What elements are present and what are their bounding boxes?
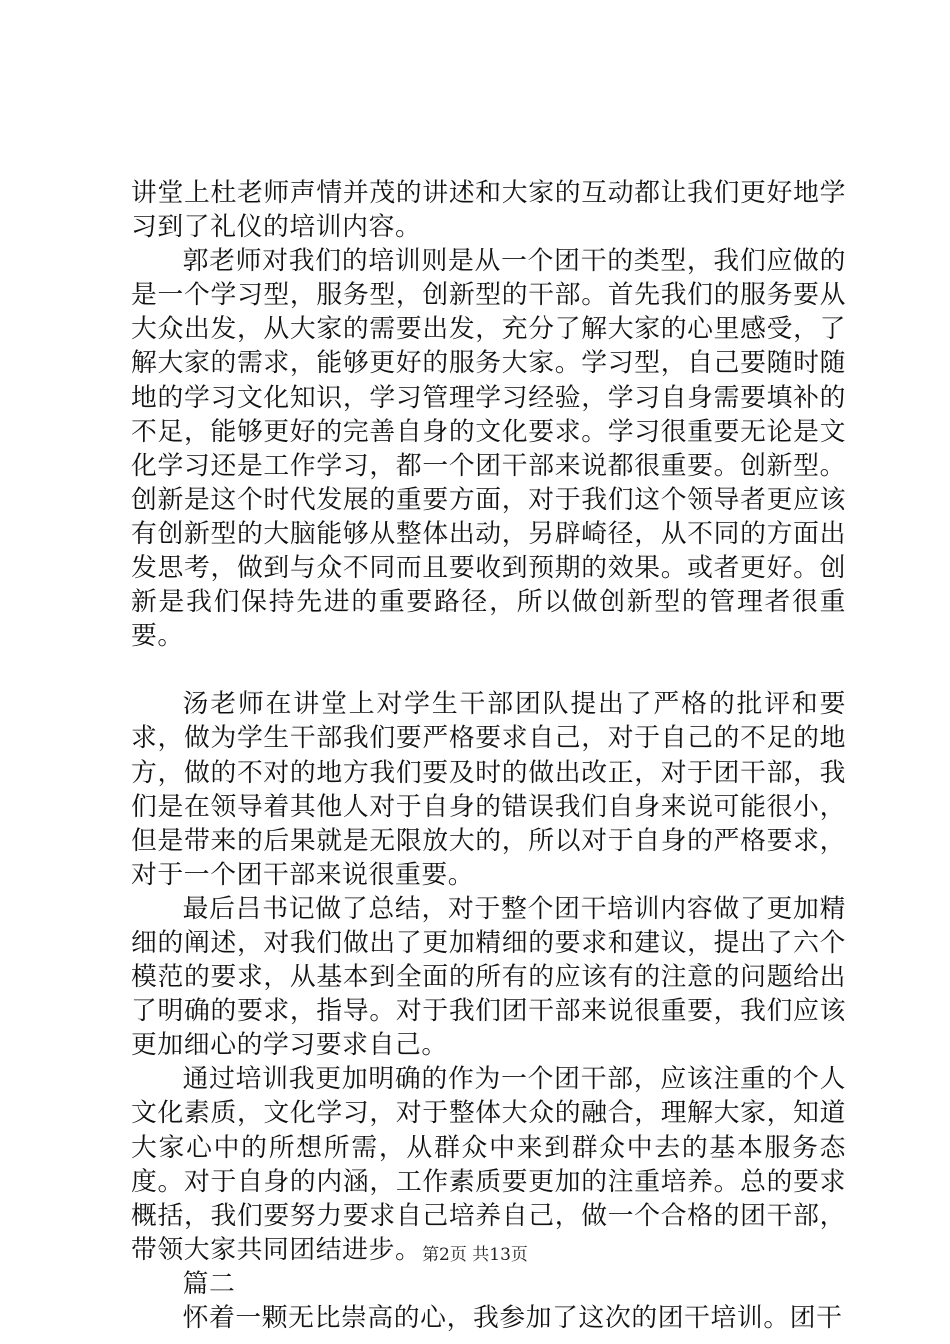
page-number-footer: 第2页 共13页 bbox=[422, 1245, 528, 1265]
document-body bbox=[131, 176, 846, 1335]
paragraph-6: 怀着一颗无比崇高的心，我参加了这次的团干培训。团干 bbox=[182, 1303, 843, 1333]
paragraph-2: 郭老师对我们的培训则是从一个团干的类型，我们应做的是一个学习型，服务型，创新型的干部。首先我们的服务要从大众出发，从大家的需要出发，充分了解大家的心里感受，了解大家的需求，能够更好的服务大家。学习型，自己要随时随地的学习文化知识，学习管理学习经验，学习自身需要填补的不足，能够更好的完善自身的文化要求。学习很重要无论是文化学习还是工作学习，都一个团干部来说都很重要。创新型。创新是这个时代发展的重要方面，对于我们这个领导者更应该有创新型的大脑能够从整体出动，另辟崎径，从不同的方面出发思考，做到与众不同而且要收到预期的效果。或者更好。创新是我们保持先进的重要路径，所以做创新型的管理者很重要。 bbox=[131, 246, 846, 652]
paragraph-5: 通过培训我更加明确的作为一个团干部，应该注重的个人文化素质，文化学习，对于整体大众的融合，理解大家，知道大家心中的所想所需，从群众中来到群众中去的基本服务态度。对于自身的内涵，工作素质要更加的注重培养。总的要求概括，我们要努力要求自己培养自己，做一个合格的团干部，带领大家共同团结进步。 bbox=[131, 1064, 846, 1265]
section-heading: 篇二 bbox=[182, 1268, 236, 1299]
paragraph-1: 讲堂上杜老师声情并茂的讲述和大家的互动都让我们更好地学习到了礼仪的培训内容。 bbox=[131, 178, 846, 243]
paragraph-3: 汤老师在讲堂上对学生干部团队提出了严格的批评和要求，做为学生干部我们要严格要求自己，对于自己的不足的地方，做的不对的地方我们要及时的做出改正，对于团干部，我们是在领导着其他人对于自身的错误我们自身来说可能很小，但是带来的后果就是无限放大的，所以对于自身的严格要求，对于一个团干部来说很重要。 bbox=[131, 689, 846, 890]
paragraph-4: 最后吕书记做了总结，对于整个团干培训内容做了更加精细的阐述，对我们做出了更加精细的要求和建议，提出了六个模范的要求，从基本到全面的所有的应该有的注意的问题给出了明确的要求，指导。对于我们团干部来说很重要，我们应该更加细心的学习要求自己。 bbox=[131, 893, 846, 1061]
